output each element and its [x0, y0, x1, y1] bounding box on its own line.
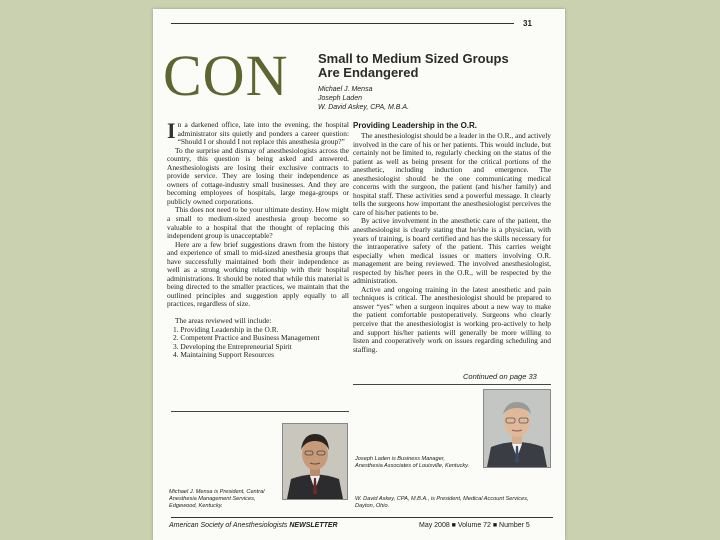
drop-cap: I — [167, 118, 176, 143]
list-item-3: 3. Developing the Entrepreneurial Spirit — [173, 341, 292, 351]
top-rule — [171, 23, 514, 24]
footer-publication-prefix: American Society of Anesthesiologists — [169, 522, 288, 529]
paragraph-2: To the surprise and dismay of anesthesiologists across the country, this question is being asked and answered. Anesthesiologists are losing their exclusive contracts to provide service. They are losing their independence as owners of cottage-industry small businesses. And they are becoming employees of hospitals, large mega-groups or publicly owned corporations. — [167, 145, 349, 206]
paragraph-3: This does not need to be your ultimate destiny. How might a small to medium-sized anesthesia group become so valuable to a hospital that the thought of replacing this independent group is unacceptable? — [167, 205, 349, 241]
article-title — [318, 52, 528, 80]
newsletter-page — [153, 9, 565, 540]
caption-laden: Joseph Laden is Business Manager, Anesthesia Associates of Louisville, Kentucky. — [355, 456, 470, 469]
paragraph-1 — [167, 118, 349, 147]
divider-right — [353, 384, 551, 385]
author-photo-laden — [483, 389, 551, 468]
right-paragraph-1: The anesthesiologist should be a leader in the O.R., and actively involved in the care of his or her patients. This would include, but certainly not be limited to, regularly checking on the status of the patient as well as being present for the critical portions of the anesthetic, including induction and emergence. The anesthesiologist should be the one communicating medical concerns with the surgeon, the patient (and his/her family) and hospital staff. These activities send a powerful message. It clearly tells the surgeons how important the anesthesiologist perceives the care of his/her patients to be. — [353, 131, 551, 217]
list-intro: The areas reviewed will include: — [175, 316, 272, 326]
continued-note[interactable]: Continued on page 33 — [463, 372, 537, 381]
footer-publication-bold: NEWSLETTER — [289, 522, 338, 529]
author-3: W. David Askey, CPA, M.B.A. — [318, 104, 410, 111]
right-column — [353, 121, 551, 354]
section-heading: Providing Leadership in the O.R. — [353, 121, 478, 130]
title-line-2: Are Endangered — [318, 65, 419, 80]
left-column — [167, 118, 349, 360]
right-paragraph-2: By active involvement in the anesthetic care of the patient, the anesthesiologist is clearly stating that he/she is a physician, with years of training, is board certified and has the skills necessary for the intraoperative safety of the patient. This carries weight especially when medical issues or matters involving O.R. management are being reviewed. The involved anesthesiologist, respected by his/her peers in the O.R., will be respected by the administration. — [353, 216, 551, 286]
list-item-4: 4. Maintaining Support Resources — [173, 350, 274, 360]
con-heading: CON — [163, 43, 289, 108]
footer-issue: May 2008 ■ Volume 72 ■ Number 5 — [419, 522, 530, 529]
paragraph-4: Here are a few brief suggestions drawn from the history and experience of small to mid-sized anesthesia groups that have successfully maintained both their independence as well as a strong working relationship with their hospital administrations. It should be noted that while this material is being directed to the smaller practices, we maintain that the outlined principles and suggestion apply equally to all practices, regardless of size. — [167, 239, 349, 309]
page-number: 31 — [523, 19, 532, 28]
caption-askey: W. David Askey, CPA, M.B.A., is President, Medical Account Services, Dayton, Ohio. — [355, 496, 529, 509]
author-photo-mensa — [282, 423, 348, 500]
list-item-2: 2. Competent Practice and Business Management — [173, 333, 320, 343]
caption-mensa: Michael J. Mensa is President, Central Anesthesia Management Services, Edgewood, Kentucky. — [169, 489, 265, 509]
author-1: Michael J. Mensa — [318, 86, 373, 93]
bottom-rule — [171, 517, 553, 518]
paragraph-1-text: n a darkened office, late into the evening, the hospital administrator sits quietly and ponders a career question: “Should I or should I not replace this anesthesia group?” — [177, 120, 349, 147]
author-2: Joseph Laden — [318, 95, 362, 102]
footer-publication — [169, 522, 338, 529]
author-list — [318, 85, 409, 112]
right-paragraph-3: Active and ongoing training in the latest anesthetic and pain techniques is critical. The anesthesiologist should be prepared to answer “yes” when a surgeon inquires about a new way to make the patient comfortable postoperatively. Surgeons who clearly perceive that the anesthesiologist is working pro-actively to help and support his/her patients will generally be more willing to listen and cooperatively work on issues regarding scheduling and staffing. — [353, 284, 551, 354]
list-item-1: 1. Providing Leadership in the O.R. — [173, 324, 279, 334]
divider-left — [171, 411, 349, 412]
title-line-1: Small to Medium Sized Groups — [318, 51, 509, 66]
